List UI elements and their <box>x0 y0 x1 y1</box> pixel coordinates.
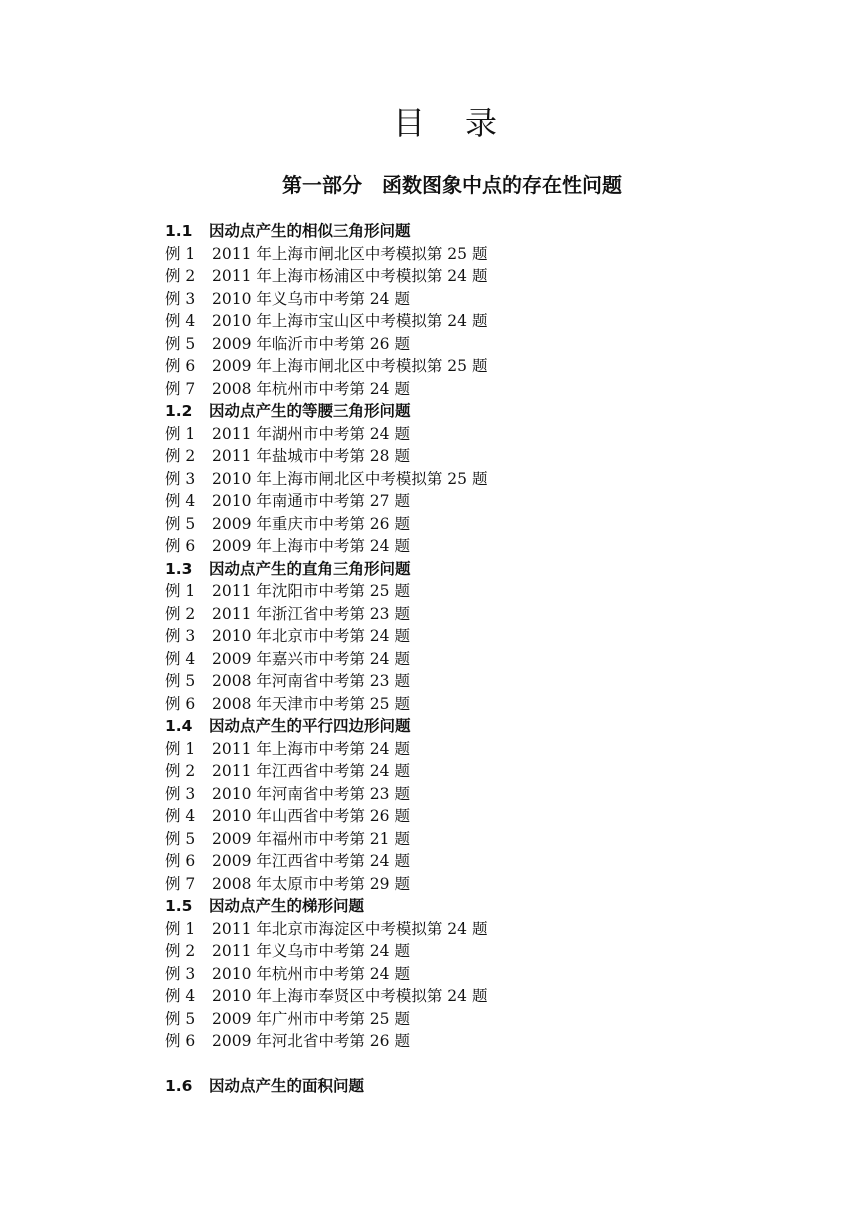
example-label: 例 5 <box>165 1009 196 1028</box>
example-text: 2009 年福州市中考第 21 题 <box>212 829 410 848</box>
example-entry[interactable] <box>165 760 765 783</box>
section-heading[interactable] <box>165 715 765 738</box>
example-text: 2008 年杭州市中考第 24 题 <box>212 379 410 398</box>
example-label: 例 2 <box>165 762 196 780</box>
example-text: 2009 年临沂市中考第 26 题 <box>212 334 410 353</box>
example-text: 2008 年河南省中考第 23 题 <box>212 672 410 690</box>
example-label: 例 3 <box>165 627 196 645</box>
example-entry[interactable] <box>165 513 765 536</box>
page-title: 目录 <box>392 104 537 142</box>
example-entry[interactable] <box>165 1008 765 1031</box>
example-entry[interactable] <box>165 828 765 851</box>
example-text: 2010 年义乌市中考第 24 题 <box>212 289 410 308</box>
example-text: 2008 年太原市中考第 29 题 <box>212 874 410 893</box>
example-label: 例 1 <box>165 919 196 938</box>
section-heading[interactable] <box>165 895 765 918</box>
example-entry[interactable] <box>165 625 765 648</box>
example-label: 例 4 <box>165 807 196 825</box>
example-entry[interactable] <box>165 850 765 873</box>
section-number: 1.3 <box>165 559 193 578</box>
example-text: 2011 年上海市杨浦区中考模拟第 24 题 <box>212 267 488 285</box>
example-entry[interactable] <box>165 1030 765 1053</box>
example-entry[interactable] <box>165 985 765 1008</box>
example-text: 2011 年上海市闸北区中考模拟第 25 题 <box>212 244 488 263</box>
example-label: 例 3 <box>165 784 196 803</box>
example-label: 例 5 <box>165 829 196 848</box>
section-title: 因动点产生的相似三角形问题 <box>209 222 411 240</box>
toc-section <box>165 715 765 895</box>
example-entry[interactable] <box>165 783 765 806</box>
example-entry[interactable] <box>165 265 765 288</box>
example-label: 例 6 <box>165 852 196 870</box>
section-number: 1.1 <box>165 222 193 240</box>
section-heading[interactable] <box>165 220 765 243</box>
example-text: 2009 年重庆市中考第 26 题 <box>212 514 410 533</box>
example-label: 例 5 <box>165 334 196 353</box>
example-text: 2011 年浙江省中考第 23 题 <box>212 604 410 623</box>
example-label: 例 2 <box>165 604 196 623</box>
section-title: 因动点产生的平行四边形问题 <box>209 717 411 735</box>
example-entry[interactable] <box>165 355 765 378</box>
example-entry[interactable] <box>165 693 765 716</box>
example-entry[interactable] <box>165 535 765 558</box>
table-of-contents <box>165 220 765 1098</box>
example-entry[interactable] <box>165 738 765 761</box>
example-entry[interactable] <box>165 805 765 828</box>
example-text: 2010 年河南省中考第 23 题 <box>212 784 410 803</box>
example-entry[interactable] <box>165 603 765 626</box>
example-text: 2011 年湖州市中考第 24 题 <box>212 424 410 443</box>
example-entry[interactable] <box>165 940 765 963</box>
example-label: 例 5 <box>165 514 196 533</box>
example-label: 例 4 <box>165 492 196 510</box>
example-entry[interactable] <box>165 918 765 941</box>
example-text: 2010 年杭州市中考第 24 题 <box>212 964 410 983</box>
example-entry[interactable] <box>165 580 765 603</box>
example-label: 例 2 <box>165 447 196 465</box>
toc-section <box>165 558 765 716</box>
example-text: 2011 年义乌市中考第 24 题 <box>212 942 410 960</box>
example-text: 2009 年嘉兴市中考第 24 题 <box>212 649 410 668</box>
example-entry[interactable] <box>165 243 765 266</box>
example-text: 2009 年广州市中考第 25 题 <box>212 1009 410 1028</box>
section-title: 因动点产生的梯形问题 <box>209 897 365 915</box>
example-text: 2011 年盐城市中考第 28 题 <box>212 447 410 465</box>
example-entry[interactable] <box>165 873 765 896</box>
example-label: 例 1 <box>165 244 196 263</box>
section-title: 因动点产生的直角三角形问题 <box>209 559 411 578</box>
example-label: 例 5 <box>165 672 196 690</box>
toc-section <box>165 220 765 400</box>
section-number: 1.4 <box>165 717 193 735</box>
toc-section <box>165 895 765 1053</box>
example-text: 2009 年上海市中考第 24 题 <box>212 537 410 555</box>
part-title: 第一部分 函数图象中点的存在性问题 <box>282 173 622 197</box>
example-entry[interactable] <box>165 378 765 401</box>
example-entry[interactable] <box>165 445 765 468</box>
section-number: 1.5 <box>165 897 193 915</box>
example-text: 2010 年上海市奉贤区中考模拟第 24 题 <box>212 987 488 1005</box>
example-text: 2010 年山西省中考第 26 题 <box>212 807 410 825</box>
section-title: 因动点产生的面积问题 <box>209 1077 365 1095</box>
example-label: 例 4 <box>165 312 196 330</box>
example-label: 例 2 <box>165 267 196 285</box>
example-text: 2010 年北京市中考第 24 题 <box>212 627 410 645</box>
example-label: 例 7 <box>165 379 196 398</box>
toc-section <box>165 1075 765 1098</box>
section-number: 1.6 <box>165 1077 193 1095</box>
example-entry[interactable] <box>165 310 765 333</box>
example-text: 2011 年上海市中考第 24 题 <box>212 739 410 758</box>
example-entry[interactable] <box>165 288 765 311</box>
example-text: 2011 年江西省中考第 24 题 <box>212 762 410 780</box>
example-label: 例 4 <box>165 987 196 1005</box>
example-entry[interactable] <box>165 423 765 446</box>
example-label: 例 1 <box>165 582 196 600</box>
example-entry[interactable] <box>165 490 765 513</box>
example-label: 例 6 <box>165 357 196 375</box>
example-label: 例 1 <box>165 424 196 443</box>
section-number: 1.2 <box>165 402 193 420</box>
example-label: 例 6 <box>165 1032 196 1050</box>
section-heading[interactable] <box>165 400 765 423</box>
example-label: 例 3 <box>165 469 196 488</box>
example-text: 2011 年沈阳市中考第 25 题 <box>212 582 410 600</box>
example-text: 2010 年南通市中考第 27 题 <box>212 492 410 510</box>
example-text: 2010 年上海市闸北区中考模拟第 25 题 <box>212 469 488 488</box>
example-text: 2009 年上海市闸北区中考模拟第 25 题 <box>212 357 488 375</box>
section-heading[interactable] <box>165 1075 765 1098</box>
example-text: 2010 年上海市宝山区中考模拟第 24 题 <box>212 312 488 330</box>
section-title: 因动点产生的等腰三角形问题 <box>209 402 411 420</box>
example-label: 例 6 <box>165 537 196 555</box>
example-text: 2009 年河北省中考第 26 题 <box>212 1032 410 1050</box>
example-label: 例 2 <box>165 942 196 960</box>
example-entry[interactable] <box>165 468 765 491</box>
example-entry[interactable] <box>165 648 765 671</box>
example-label: 例 4 <box>165 649 196 668</box>
example-text: 2008 年天津市中考第 25 题 <box>212 694 410 713</box>
example-text: 2011 年北京市海淀区中考模拟第 24 题 <box>212 919 488 938</box>
example-label: 例 3 <box>165 964 196 983</box>
toc-section <box>165 400 765 558</box>
example-label: 例 3 <box>165 289 196 308</box>
example-entry[interactable] <box>165 670 765 693</box>
example-entry[interactable] <box>165 333 765 356</box>
example-text: 2009 年江西省中考第 24 题 <box>212 852 410 870</box>
section-heading[interactable] <box>165 558 765 581</box>
example-label: 例 6 <box>165 694 196 713</box>
example-label: 例 7 <box>165 874 196 893</box>
example-label: 例 1 <box>165 739 196 758</box>
example-entry[interactable] <box>165 963 765 986</box>
